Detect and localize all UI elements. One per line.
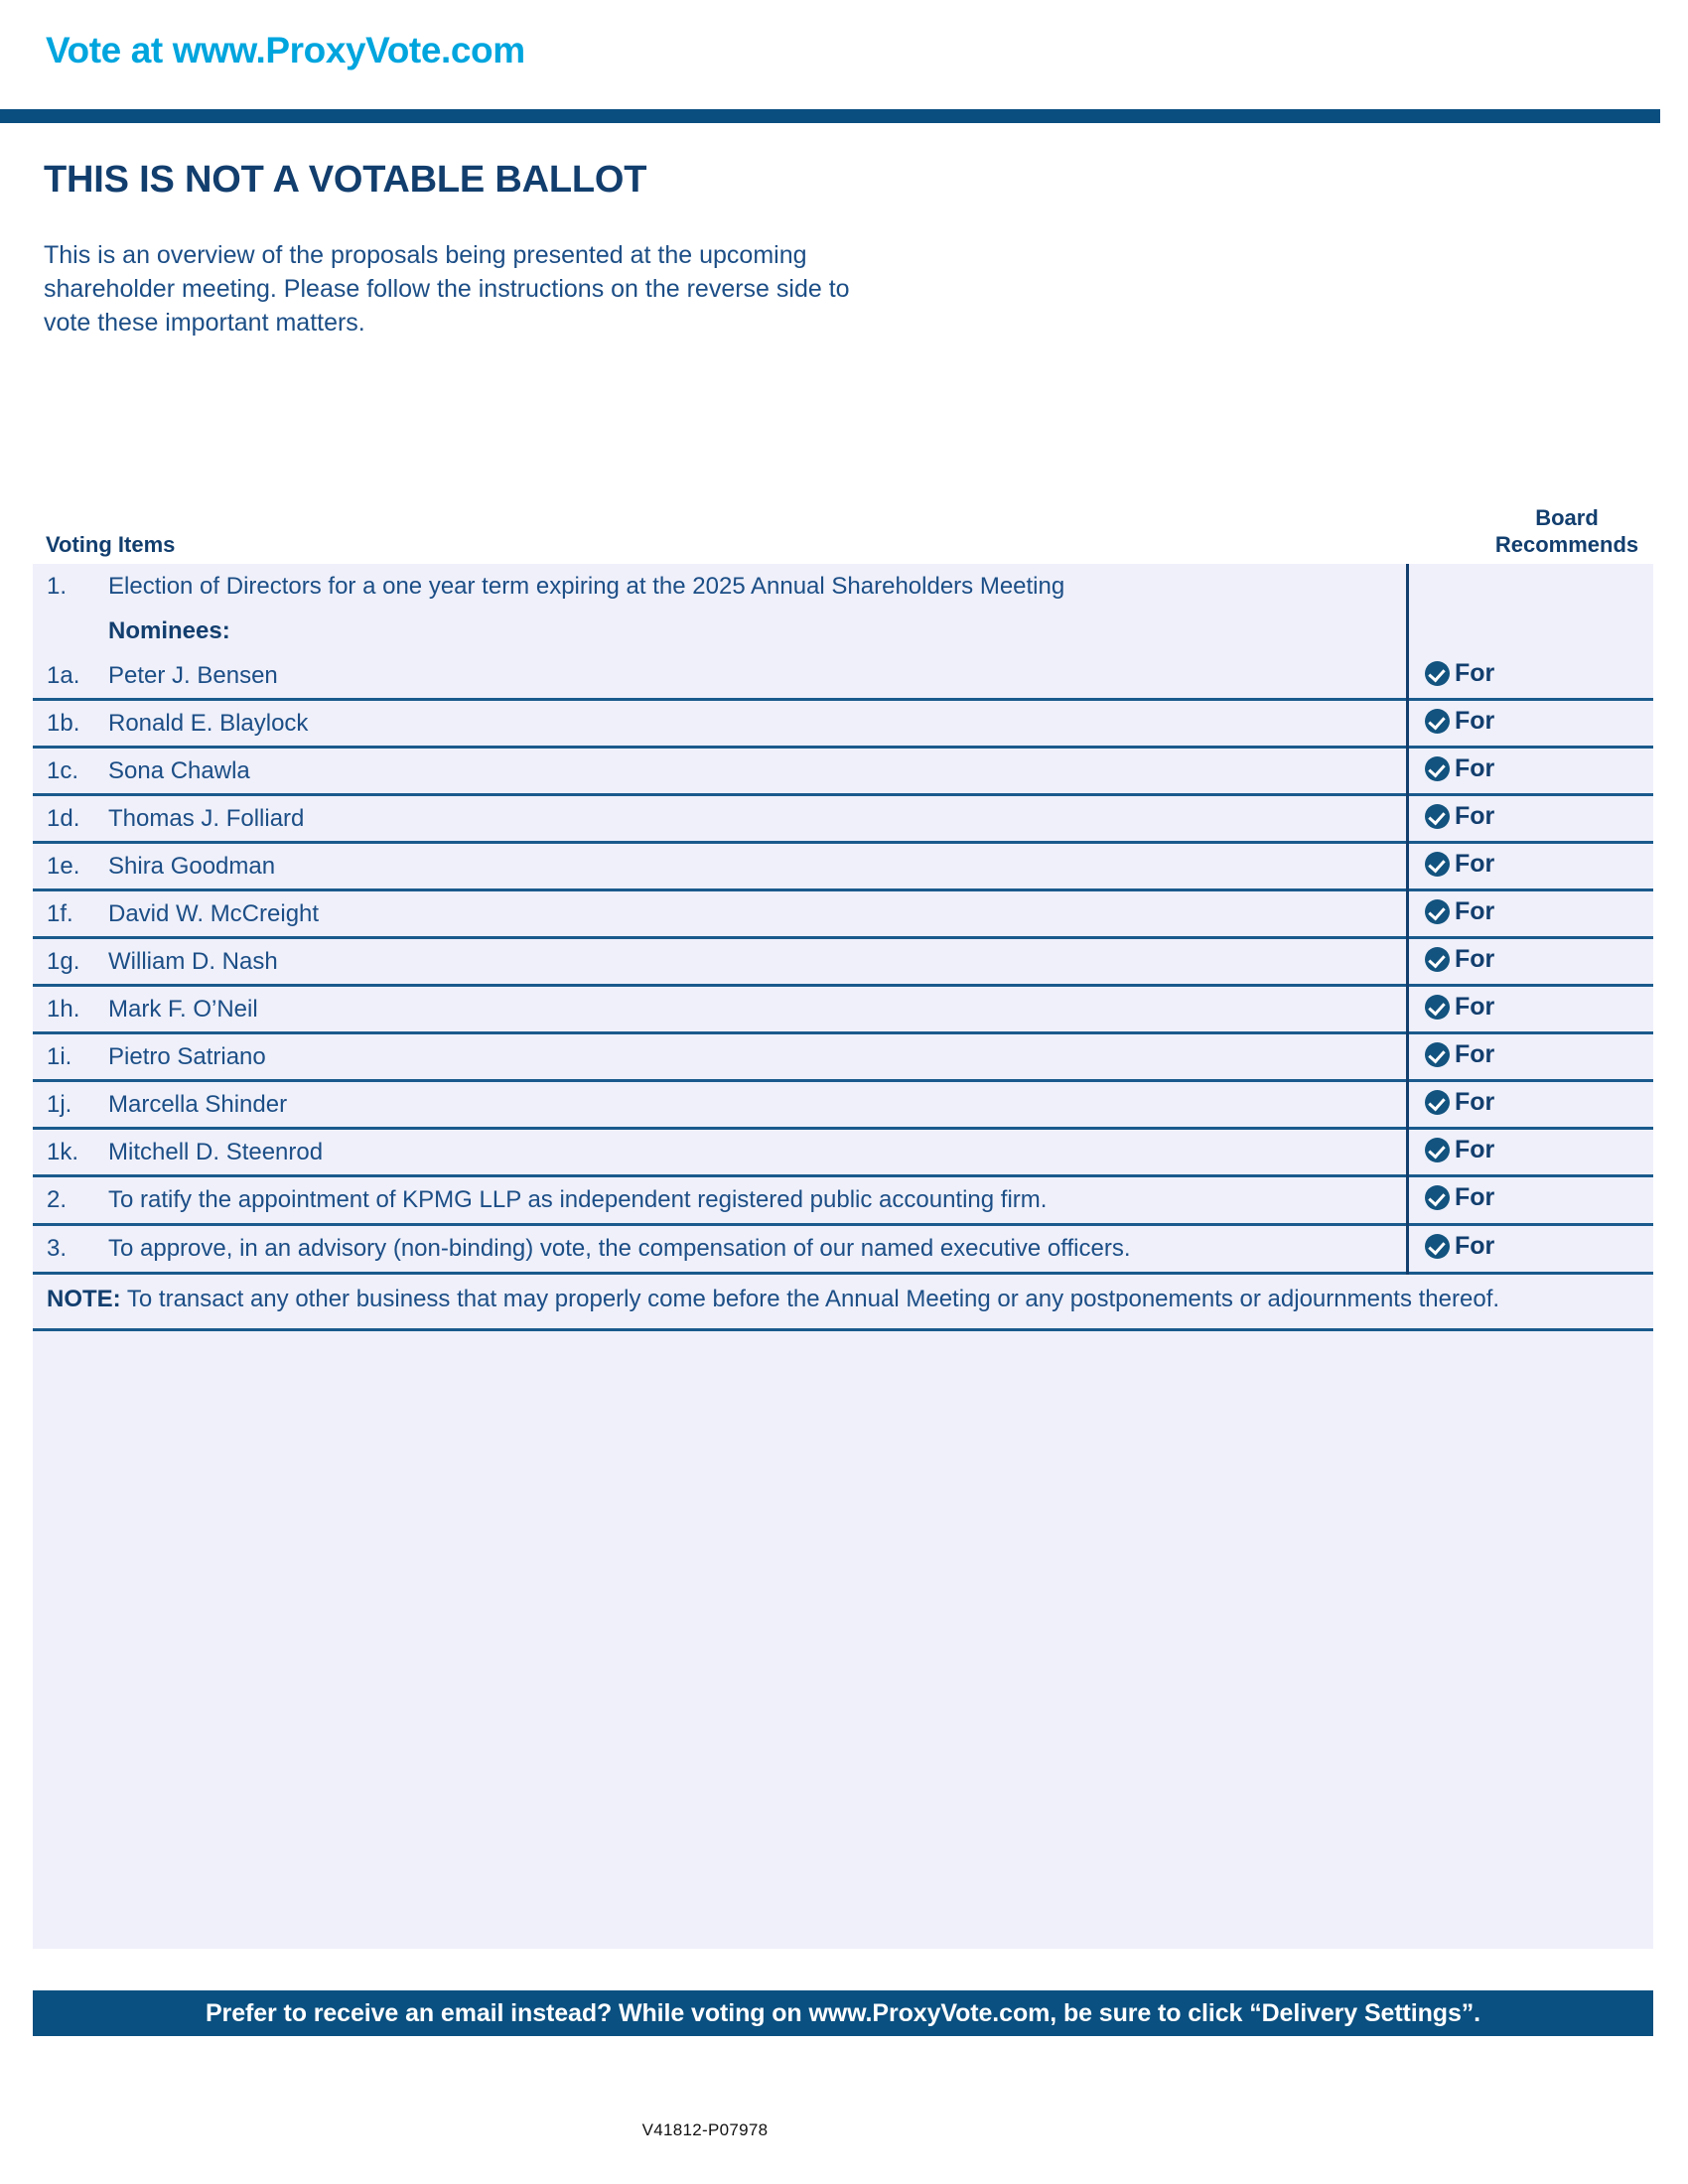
check-circle-icon — [1425, 661, 1450, 686]
table-row — [33, 938, 1653, 986]
row-description: Thomas J. Folliard — [108, 795, 1408, 843]
table-row — [33, 795, 1653, 843]
board-recommends-line1: Board — [1535, 505, 1599, 530]
recommendation-badge — [1425, 944, 1495, 973]
board-recommendation-cell — [1408, 748, 1654, 795]
recommendation-label: For — [1455, 1039, 1495, 1068]
row-number: 2. — [33, 1176, 108, 1225]
board-recommendation-cell — [1408, 795, 1654, 843]
row-number: 1. — [33, 564, 108, 610]
row-number — [33, 610, 108, 653]
recommendation-label: For — [1455, 1232, 1495, 1260]
row-number: 1e. — [33, 843, 108, 890]
row-description: To ratify the appointment of KPMG LLP as independent registered public accounting firm. — [108, 1176, 1408, 1225]
recommendation-badge — [1425, 992, 1495, 1021]
table-row — [33, 610, 1653, 653]
board-recommendation-cell — [1408, 653, 1654, 700]
board-recommendation-cell — [1408, 610, 1654, 653]
check-circle-icon — [1425, 995, 1450, 1020]
page-title: THIS IS NOT A VOTABLE BALLOT — [44, 159, 647, 201]
board-recommendation-cell — [1408, 1033, 1654, 1081]
recommendation-badge — [1425, 1087, 1495, 1116]
board-recommendation-cell — [1408, 890, 1654, 938]
note-row — [33, 1274, 1653, 1330]
recommendation-label: For — [1455, 1135, 1495, 1163]
row-description: Election of Directors for a one year term expiring at the 2025 Annual Shareholders Meeting — [108, 564, 1408, 610]
row-description: Peter J. Bensen — [108, 653, 1408, 700]
recommendation-label: For — [1455, 992, 1495, 1021]
check-circle-icon — [1425, 947, 1450, 972]
recommendation-badge — [1425, 801, 1495, 830]
recommendation-badge — [1425, 896, 1495, 925]
row-number: 1j. — [33, 1081, 108, 1129]
board-recommends-line2: Recommends — [1494, 532, 1639, 557]
recommendation-label: For — [1455, 1087, 1495, 1116]
row-number: 3. — [33, 1225, 108, 1274]
row-number: 1k. — [33, 1129, 108, 1176]
recommendation-badge — [1425, 1234, 1494, 1259]
check-circle-icon — [1425, 1185, 1450, 1210]
recommendation-badge — [1425, 1135, 1495, 1163]
footer-message-bar — [33, 1990, 1653, 2036]
row-description: David W. McCreight — [108, 890, 1408, 938]
board-recommendation-cell — [1408, 1129, 1654, 1176]
check-circle-icon — [1425, 852, 1450, 877]
table-row — [33, 564, 1653, 610]
row-number: 1b. — [33, 700, 108, 748]
recommendation-label: For — [1455, 658, 1495, 687]
row-description: Shira Goodman — [108, 843, 1408, 890]
row-description: Pietro Satriano — [108, 1033, 1408, 1081]
check-circle-icon — [1425, 899, 1450, 924]
check-circle-icon — [1425, 1042, 1450, 1067]
note-cell — [33, 1274, 1653, 1330]
table-row — [33, 700, 1653, 748]
board-recommendation-cell — [1408, 1176, 1654, 1225]
note-body-text: To transact any other business that may properly come before the Annual Meeting or any postponements or adjournments thereof. — [126, 1286, 1500, 1312]
table-row — [33, 1081, 1653, 1129]
recommendation-badge — [1425, 753, 1495, 782]
voting-items-header: Voting Items — [46, 532, 176, 557]
row-description: Mitchell D. Steenrod — [108, 1129, 1408, 1176]
row-number: 1a. — [33, 653, 108, 700]
recommendation-label: For — [1455, 753, 1495, 782]
table-row — [33, 890, 1653, 938]
voting-items-table — [33, 564, 1653, 1331]
note-lead-label: NOTE: — [47, 1286, 121, 1312]
recommendation-badge — [1425, 1185, 1494, 1210]
recommendation-badge — [1425, 706, 1495, 735]
check-circle-icon — [1425, 804, 1450, 829]
intro-paragraph: This is an overview of the proposals being presented at the upcoming shareholder meeting. Please follow the instructions on the reverse side to vote these important matters. — [44, 241, 850, 337]
table-row — [33, 1033, 1653, 1081]
check-circle-icon — [1425, 1234, 1450, 1259]
row-description: Ronald E. Blaylock — [108, 700, 1408, 748]
table-row — [33, 986, 1653, 1033]
recommendation-label: For — [1455, 896, 1495, 925]
row-description: Marcella Shinder — [108, 1081, 1408, 1129]
row-description: Mark F. O’Neil — [108, 986, 1408, 1033]
check-circle-icon — [1425, 1090, 1450, 1115]
board-recommendation-cell — [1408, 1225, 1654, 1274]
row-description: Sona Chawla — [108, 748, 1408, 795]
board-recommendation-cell — [1408, 843, 1654, 890]
row-description: To approve, in an advisory (non-binding) vote, the compensation of our named executive officers. — [108, 1225, 1408, 1274]
board-recommendation-cell — [1408, 938, 1654, 986]
table-row — [33, 748, 1653, 795]
recommendation-badge — [1425, 849, 1495, 878]
table-row — [33, 1129, 1653, 1176]
row-number: 1c. — [33, 748, 108, 795]
check-circle-icon — [1425, 1138, 1450, 1162]
document-code: V41812-P07978 — [641, 2120, 769, 2139]
table-row — [33, 1225, 1653, 1274]
row-description: William D. Nash — [108, 938, 1408, 986]
recommendation-label: For — [1455, 849, 1495, 878]
check-circle-icon — [1425, 709, 1450, 734]
recommendation-label: For — [1455, 801, 1495, 830]
footer-message: Prefer to receive an email instead? While voting on www.ProxyVote.com, be sure to click “Delivery Settings”. — [205, 1998, 1481, 2027]
recommendation-label: For — [1455, 706, 1495, 735]
masthead-title: Vote at www.ProxyVote.com — [46, 30, 525, 70]
row-number: 1i. — [33, 1033, 108, 1081]
row-number: 1f. — [33, 890, 108, 938]
check-circle-icon — [1425, 756, 1450, 781]
row-number: 1h. — [33, 986, 108, 1033]
table-row — [33, 1176, 1653, 1225]
board-recommendation-cell — [1408, 1081, 1654, 1129]
note-text — [47, 1284, 1639, 1314]
recommendation-badge — [1425, 658, 1495, 687]
recommendation-label: For — [1455, 1183, 1495, 1211]
top-rule-divider — [0, 109, 1660, 123]
table-row — [33, 843, 1653, 890]
row-number: 1g. — [33, 938, 108, 986]
table-row — [33, 653, 1653, 700]
board-recommendation-cell — [1408, 700, 1654, 748]
row-number: 1d. — [33, 795, 108, 843]
board-recommendation-cell — [1408, 986, 1654, 1033]
recommendation-label: For — [1455, 944, 1495, 973]
recommendation-badge — [1425, 1039, 1495, 1068]
board-recommends-header — [1458, 504, 1676, 558]
board-recommendation-cell — [1408, 564, 1654, 610]
nominees-subheading: Nominees: — [108, 610, 1408, 653]
